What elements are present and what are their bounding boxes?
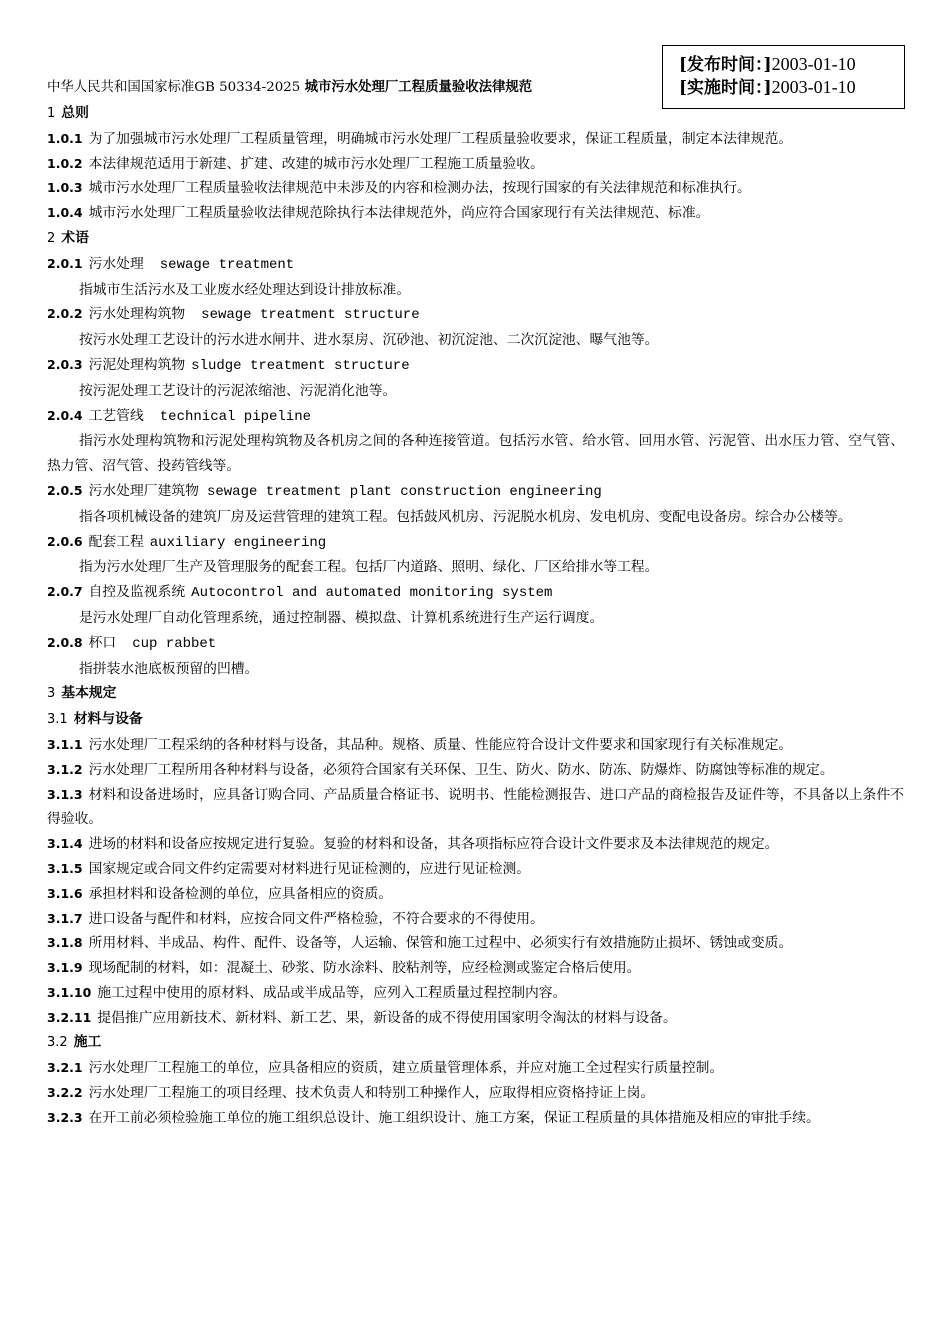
- clause-3-1-9: [47, 956, 904, 981]
- section-number: 3: [47, 686, 56, 702]
- section-heading-2: [47, 226, 904, 252]
- term-2-0-6: [47, 530, 904, 556]
- term-chinese: 污水处理厂建筑物: [88, 482, 199, 499]
- section-number: 2: [47, 230, 56, 246]
- clause-text: 污水处理厂工程施工的项目经理、技术负责人和特别工种操作人，应取得相应资格持证上岗。: [88, 1085, 655, 1102]
- subsection-title: 材料与设备: [73, 711, 143, 728]
- term-definition: 是污水处理厂自动化管理系统，通过控制器、模拟盘、计算机系统进行生产运行调度。: [79, 609, 604, 626]
- term-chinese: 自控及监视系统: [88, 584, 186, 601]
- term-english: sewage treatment: [159, 256, 295, 273]
- section-heading-1: [47, 101, 904, 127]
- section-heading-3: [47, 681, 904, 707]
- section-title: 术语: [61, 229, 89, 246]
- term-chinese: 污水处理: [88, 255, 144, 272]
- clause-number: 3.2.1: [47, 1060, 83, 1076]
- clause-3-1-10: [47, 981, 904, 1006]
- clause-text: 国家规定或合同文件约定需要对材料进行见证检测的，应进行见证检测。: [88, 860, 531, 877]
- clause-number: 1.0.4: [47, 205, 83, 221]
- clause-number: 3.1.6: [47, 885, 83, 901]
- term-english: Autocontrol and automated monitoring system: [191, 585, 553, 602]
- clause-text: 提倡推广应用新技术、新材料、新工艺、果，新设备的成不得使用国家明令淘汰的材料与设备。: [97, 1009, 677, 1026]
- term-english: auxiliary engineering: [149, 534, 327, 551]
- clause-1-0-1: [47, 127, 904, 152]
- term-definition: 按污水处理工艺设计的污水进水闸井、进水泵房、沉砂池、初沉淀池、二次沉淀池、曝气池等。: [79, 332, 659, 349]
- term-chinese: 配套工程: [88, 533, 144, 550]
- clause-text: 所用材料、半成品、构件、配件、设备等，人运输、保管和施工过程中、必须实行有效措施防止损坏、锈蚀或变质。: [88, 935, 793, 952]
- term-english: sewage treatment plant construction engineering: [206, 483, 602, 500]
- clause-number: 3.1.2: [47, 761, 83, 777]
- clause-3-1-6: [47, 882, 904, 907]
- document-title: 城市污水处理厂工程质量验收法律规范: [304, 79, 533, 95]
- term-number: 2.0.4: [47, 407, 83, 423]
- publish-date-value: 2003-01-10: [771, 54, 856, 74]
- clause-number: 3.1.5: [47, 860, 83, 876]
- term-number: 2.0.3: [47, 356, 83, 372]
- clause-number: 3.1.8: [47, 935, 83, 951]
- clause-number: 1.0.2: [47, 155, 83, 171]
- clause-number: 3.2.11: [47, 1009, 92, 1025]
- clause-text: 承担材料和设备检测的单位，应具备相应的资质。: [88, 885, 393, 902]
- clause-3-2-1: [47, 1056, 904, 1081]
- implement-date-label: [实施时间：]: [679, 78, 772, 98]
- term-number: 2.0.7: [47, 584, 83, 600]
- clause-3-1-8: [47, 931, 904, 956]
- term-english: sludge treatment structure: [191, 357, 410, 374]
- term-2-0-4: [47, 404, 904, 430]
- clause-text: 材料和设备进场时，应具备订购合同、产品质量合格证书、说明书、性能检测报告、进口产品的商检报告及证件等，不具备以上条件不得验收。: [47, 786, 904, 828]
- section-title: 总则: [61, 105, 89, 121]
- clause-1-0-4: [47, 201, 904, 226]
- document-body: [47, 101, 904, 1131]
- clause-text: 在开工前必须检验施工单位的施工组织总设计、施工组织设计、施工方案，保证工程质量的具体措施及相应的审批手续。: [88, 1109, 820, 1126]
- clause-number: 3.1.1: [47, 736, 83, 752]
- term-english: cup rabbet: [132, 635, 217, 652]
- clause-text: 进场的材料和设备应按规定进行复验。复验的材料和设备，其各项指标应符合设计文件要求及本法律规范的规定。: [88, 836, 779, 853]
- implement-date-value: 2003-01-10: [771, 77, 856, 97]
- term-number: 2.0.1: [47, 255, 83, 271]
- clause-3-1-2: [47, 758, 904, 783]
- clause-text: 进口设备与配件和材料，应按合同文件严格检验，不符合要求的不得使用。: [88, 910, 544, 927]
- term-2-0-2: [47, 302, 904, 328]
- term-number: 2.0.6: [47, 533, 83, 549]
- term-chinese: 污泥处理构筑物: [88, 356, 186, 373]
- term-definition: 指污水处理构筑物和污泥处理构筑物及各机房之间的各种连接管道。包括污水管、给水管、回用水管、污泥管、出水压力管、空气管、热力管、沼气管、投药管线等。: [47, 433, 904, 475]
- term-chinese: 杯口: [88, 634, 117, 651]
- term-2-0-1: [47, 252, 904, 278]
- term-number: 2.0.2: [47, 306, 83, 322]
- clause-text: 本法律规范适用于新建、扩建、改建的城市污水处理厂工程施工质量验收。: [88, 155, 544, 172]
- term-english: sewage treatment structure: [201, 307, 420, 324]
- section-number: 1: [47, 106, 56, 121]
- term-2-0-7: [47, 580, 904, 606]
- term-chinese: 污水处理构筑物: [88, 306, 186, 323]
- clause-3-1-5: [47, 857, 904, 882]
- term-2-0-8: [47, 631, 904, 657]
- document-header: [47, 76, 667, 99]
- term-definition: 按污泥处理工艺设计的污泥浓缩池、污泥消化池等。: [79, 382, 397, 399]
- clause-1-0-2: [47, 152, 904, 177]
- subsection-title: 施工: [73, 1034, 102, 1051]
- clause-3-2-2: [47, 1081, 904, 1106]
- clause-text: 城市污水处理厂工程质量验收法律规范除执行本法律规范外，尚应符合国家现行有关法律规范、标准。: [88, 205, 710, 222]
- term-definition: 指为污水处理厂生产及管理服务的配套工程。包括厂内道路、照明、绿化、厂区给排水等工程。: [79, 559, 659, 576]
- section-title: 基本规定: [61, 685, 117, 702]
- clause-number: 3.2.3: [47, 1109, 83, 1125]
- term-chinese: 工艺管线: [88, 407, 144, 424]
- subsection-heading-3-2: [47, 1030, 904, 1056]
- term-definition: 指各项机械设备的建筑厂房及运营管理的建筑工程。包括鼓风机房、污泥脱水机房、发电机房、变配电设备房。综合办公楼等。: [79, 508, 852, 525]
- clause-text: 污水处理厂工程施工的单位，应具备相应的资质，建立质量管理体系，并应对施工全过程实行质量控制。: [88, 1060, 724, 1077]
- clause-3-2-3: [47, 1106, 904, 1131]
- clause-3-1-3: [47, 783, 904, 833]
- term-english: technical pipeline: [159, 408, 312, 425]
- clause-number: 3.1.3: [47, 786, 83, 802]
- date-info-box: [662, 45, 905, 109]
- term-2-0-3: [47, 353, 904, 379]
- clause-number: 3.1.9: [47, 960, 83, 976]
- clause-text: 为了加强城市污水处理厂工程质量管理，明确城市污水处理厂工程质量验收要求，保证工程质量，制定本法律规范。: [88, 130, 793, 147]
- subsection-heading-3-1: [47, 707, 904, 733]
- clause-1-0-3: [47, 176, 904, 201]
- clause-number: 1.0.1: [47, 130, 83, 146]
- clause-text: 城市污水处理厂工程质量验收法律规范中未涉及的内容和检测办法，按现行国家的有关法律规范和标准执行。: [88, 180, 751, 197]
- implement-date-row: [679, 76, 904, 99]
- clause-text: 施工过程中使用的原材料、成品或半成品等，应列入工程质量过程控制内容。: [97, 984, 567, 1001]
- clause-3-1-4: [47, 832, 904, 857]
- term-number: 2.0.5: [47, 482, 83, 498]
- clause-text: 现场配制的材料，如：混凝土、砂浆、防水涂料、胶粘剂等，应经检测或鉴定合格后使用。: [88, 960, 641, 977]
- publish-date-row: [679, 53, 904, 76]
- clause-3-1-1: [47, 733, 904, 758]
- clause-number: 3.1.10: [47, 984, 92, 1000]
- standard-number: 中华人民共和国国家标准GB 50334-2025: [47, 80, 301, 95]
- subsection-number: 3.2: [47, 1035, 68, 1051]
- term-definition: 指拼装水池底板预留的凹槽。: [79, 660, 259, 677]
- subsection-number: 3.1: [47, 712, 68, 728]
- term-2-0-5: [47, 479, 904, 505]
- clause-text: 污水处理厂工程所用各种材料与设备，必须符合国家有关环保、卫生、防火、防水、防冻、防爆炸、防腐蚀等标准的规定。: [88, 761, 834, 778]
- publish-date-label: [发布时间：]: [679, 55, 772, 75]
- clause-number: 1.0.3: [47, 180, 83, 196]
- clause-3-2-11: [47, 1006, 904, 1031]
- term-definition: 指城市生活污水及工业废水经处理达到设计排放标准。: [79, 281, 411, 298]
- clause-number: 3.1.7: [47, 910, 83, 926]
- clause-number: 3.2.2: [47, 1085, 83, 1101]
- term-number: 2.0.8: [47, 634, 83, 650]
- clause-3-1-7: [47, 907, 904, 932]
- clause-number: 3.1.4: [47, 836, 83, 852]
- clause-text: 污水处理厂工程采纳的各种材料与设备，其品种。规格、质量、性能应符合设计文件要求和国家现行有关标准规定。: [88, 736, 793, 753]
